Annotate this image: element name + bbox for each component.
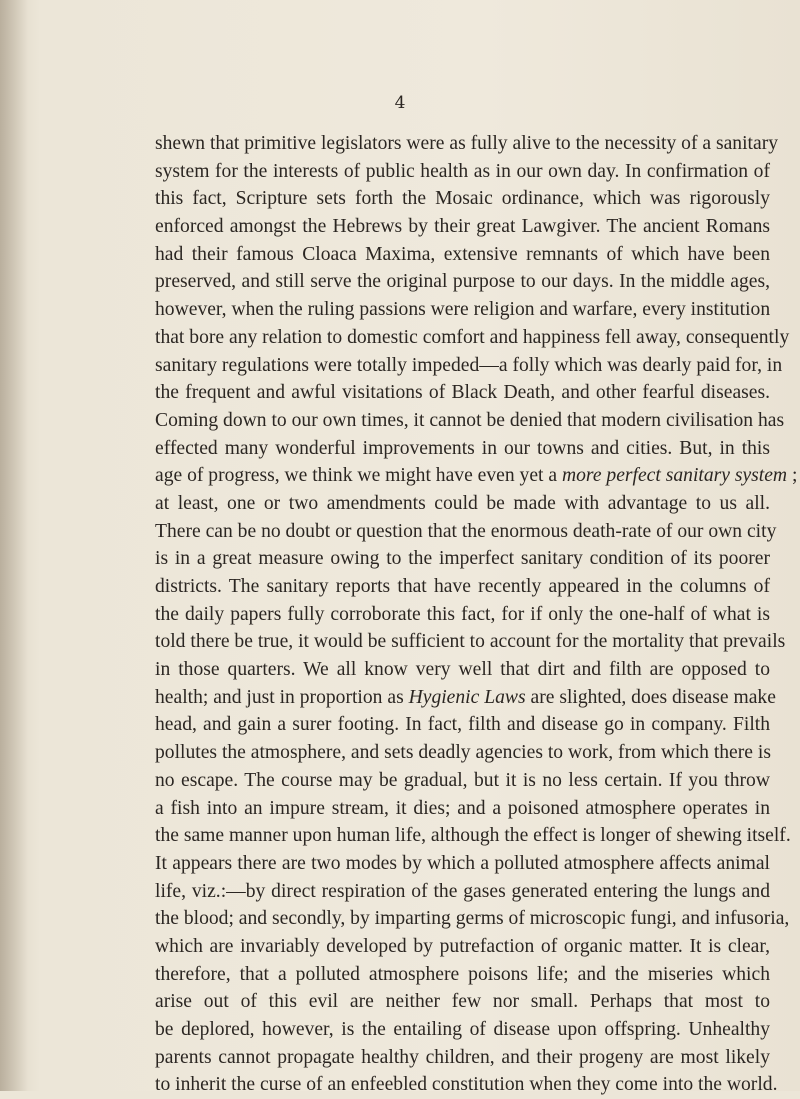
- text-line: preserved, and still serve the original purpose to our days. In the middle ages,: [155, 271, 770, 293]
- body-text: [155, 130, 798, 1099]
- text-line: no escape. The course may be gradual, but it is no less certain. If you throw: [155, 769, 770, 791]
- text-line: parents cannot propagate healthy children, and their progeny are most likely: [155, 1046, 770, 1068]
- text-line: which are invariably developed by putrefaction of organic matter. It is clear,: [155, 935, 770, 957]
- text-line: at least, one or two amendments could be made with advantage to us all.: [155, 492, 770, 514]
- italic-text: more perfect sanitary system: [561, 465, 788, 487]
- text-segment: are slighted, does disease make: [525, 686, 776, 708]
- text-segment: ;: [787, 465, 798, 487]
- text-line: this fact, Scripture sets forth the Mosaic ordinance, which was rigorously: [155, 188, 770, 210]
- text-line: There can be no doubt or question that the enormous death-rate of our own city: [155, 520, 777, 542]
- text-line: [155, 462, 798, 490]
- text-line: system for the interests of public health as in our own day. In confirmation of: [155, 160, 770, 182]
- text-line: enforced amongst the Hebrews by their great Lawgiver. The ancient Romans: [155, 216, 770, 238]
- text-line: districts. The sanitary reports that have recently appeared in the columns of: [155, 576, 770, 597]
- text-line: a fish into an impure stream, it dies; and a poisoned atmosphere operates in: [155, 797, 770, 819]
- text-line: in those quarters. We all know very well that dirt and filth are opposed to: [155, 659, 770, 681]
- text-segment: age of progress, we think we might have even yet a: [155, 465, 562, 487]
- text-line: therefore, that a polluted atmosphere poisons life; and the miseries which: [155, 963, 770, 985]
- text-line: that bore any relation to domestic comfort and happiness fell away, consequently: [155, 326, 790, 348]
- text-line: sanitary regulations were totally impeded—a folly which was dearly paid for, in: [155, 354, 783, 376]
- text-line: be deplored, however, is the entailing of disease upon offspring. Unhealthy: [155, 1019, 770, 1040]
- spine-shadow: [0, 0, 28, 1091]
- text-line: [155, 684, 776, 712]
- text-line: It appears there are two modes by which a polluted atmosphere affects animal: [155, 852, 770, 874]
- page-number: 4: [394, 93, 406, 113]
- text-line: shewn that primitive legislators were as fully alive to the necessity of a sanitary: [155, 133, 779, 154]
- text-segment: health; and just in proportion as: [155, 686, 409, 708]
- text-line: the daily papers fully corroborate this fact, for if only the one-half of what is: [155, 603, 770, 625]
- text-line: effected many wonderful improvements in our towns and cities. But, in this: [155, 437, 770, 459]
- text-line: told there be true, it would be sufficient to account for the mortality that prevails: [155, 631, 786, 653]
- text-line: to inherit the curse of an enfeebled constitution when they come into the world.: [155, 1074, 778, 1096]
- text-line: however, when the ruling passions were religion and warfare, every institution: [155, 299, 771, 321]
- text-line: life, viz.:—by direct respiration of the gases generated entering the lungs and: [155, 880, 770, 902]
- text-line: the same manner upon human life, although the effect is longer of shewing itself.: [155, 825, 791, 847]
- italic-text: Hygienic Laws: [408, 686, 526, 708]
- text-line: arise out of this evil are neither few nor small. Perhaps that most to: [155, 991, 770, 1013]
- text-line: had their famous Cloaca Maxima, extensive remnants of which have been: [155, 243, 770, 265]
- text-line: the frequent and awful visitations of Black Death, and other fearful diseases.: [155, 382, 770, 404]
- text-line: the blood; and secondly, by imparting germs of microscopic fungi, and infusoria,: [155, 908, 790, 930]
- text-line: head, and gain a surer footing. In fact, filth and disease go in company. Filth: [155, 714, 770, 736]
- text-line: is in a great measure owing to the imperfect sanitary condition of its poorer: [155, 548, 770, 570]
- text-line: pollutes the atmosphere, and sets deadly agencies to work, from which there is: [155, 742, 771, 764]
- text-line: Coming down to our own times, it cannot be denied that modern civilisation has: [155, 409, 785, 431]
